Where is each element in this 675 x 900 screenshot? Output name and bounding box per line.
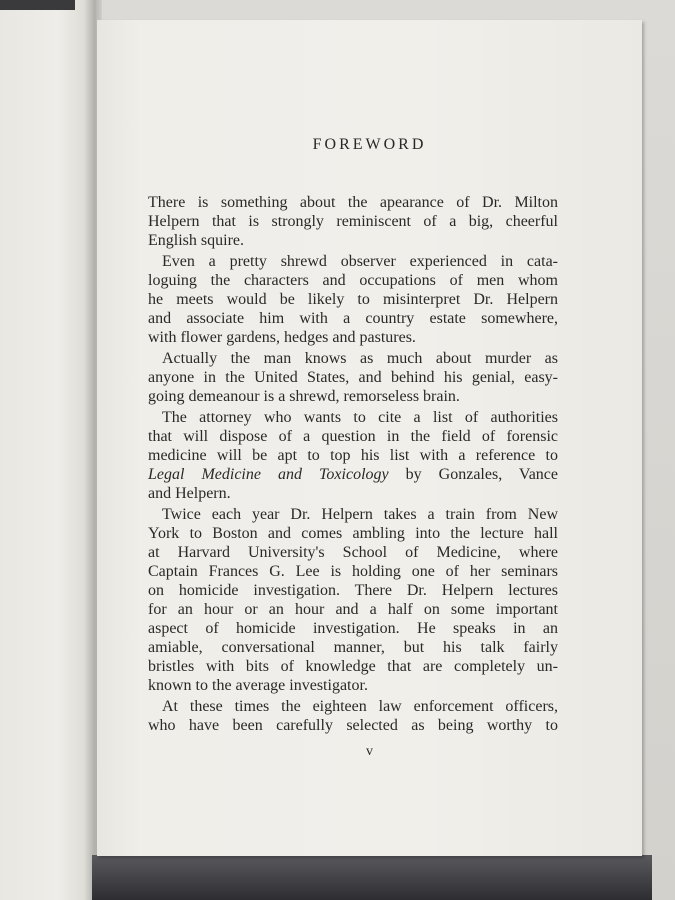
text-line: aspect of homicide investigation. He speaks in an [148, 620, 558, 637]
text-line: Even a pretty shrewd observer experienced in cata- [162, 253, 558, 270]
text-line: at Harvard University's School of Medicine, where [148, 544, 558, 561]
text-line: English squire. [148, 232, 244, 249]
text-line-with-book-title [148, 465, 558, 484]
text-line: for an hour or an hour and a half on some important [148, 601, 558, 618]
right-page [97, 20, 642, 856]
text-line: on homicide investigation. There Dr. Helpern lectures [148, 582, 558, 599]
left-page [0, 0, 96, 900]
book-title: Legal Medicine and Toxicology [148, 466, 389, 483]
text-line: and Helpern. [148, 485, 231, 502]
left-cover-edge [0, 0, 75, 10]
text-line: York to Boston and comes ambling into the lecture hall [148, 525, 558, 542]
text-fragment: by Gonzales, Vance [388, 466, 559, 483]
text-line: There is something about the apearance of Dr. Milton [148, 194, 558, 211]
text-line: known to the average investigator. [148, 677, 368, 694]
text-line: The attorney who wants to cite a list of authorities [162, 409, 558, 426]
text-line: with flower gardens, hedges and pastures. [148, 329, 416, 346]
text-line: Captain Frances G. Lee is holding one of her seminars [148, 563, 558, 580]
text-line: Helpern that is strongly reminiscent of a big, cheerful [148, 213, 558, 230]
text-line: Actually the man knows as much about murder as [162, 350, 558, 367]
text-line: amiable, conversational manner, but his talk fairly [148, 639, 558, 656]
bottom-cover-edge [92, 855, 652, 900]
text-line: who have been carefully selected as being worthy to [148, 717, 558, 734]
page-number: v [366, 744, 373, 759]
paragraph-2 [148, 252, 558, 347]
text-line: he meets would be likely to misinterpret Dr. Helpern [148, 291, 558, 308]
body-text [148, 193, 558, 737]
text-line: that will dispose of a question in the field of forensic [148, 428, 558, 445]
paragraph-4 [148, 408, 558, 503]
paragraph-3 [148, 349, 558, 406]
paragraph-6 [148, 697, 558, 735]
text-line: anyone in the United States, and behind his genial, easy- [148, 369, 558, 386]
text-line: bristles with bits of knowledge that are completely un- [148, 658, 558, 675]
text-line: going demeanour is a shrewd, remorseless brain. [148, 388, 460, 405]
paragraph-5 [148, 505, 558, 695]
text-line: At these times the eighteen law enforcement officers, [162, 698, 558, 715]
page-title: FOREWORD [312, 136, 427, 153]
text-line: medicine will be apt to top his list with a reference to [148, 447, 558, 464]
text-line: Twice each year Dr. Helpern takes a train from New [162, 506, 558, 523]
text-line: loguing the characters and occupations of men whom [148, 272, 558, 289]
text-line: and associate him with a country estate somewhere, [148, 310, 558, 327]
paragraph-1 [148, 193, 558, 250]
